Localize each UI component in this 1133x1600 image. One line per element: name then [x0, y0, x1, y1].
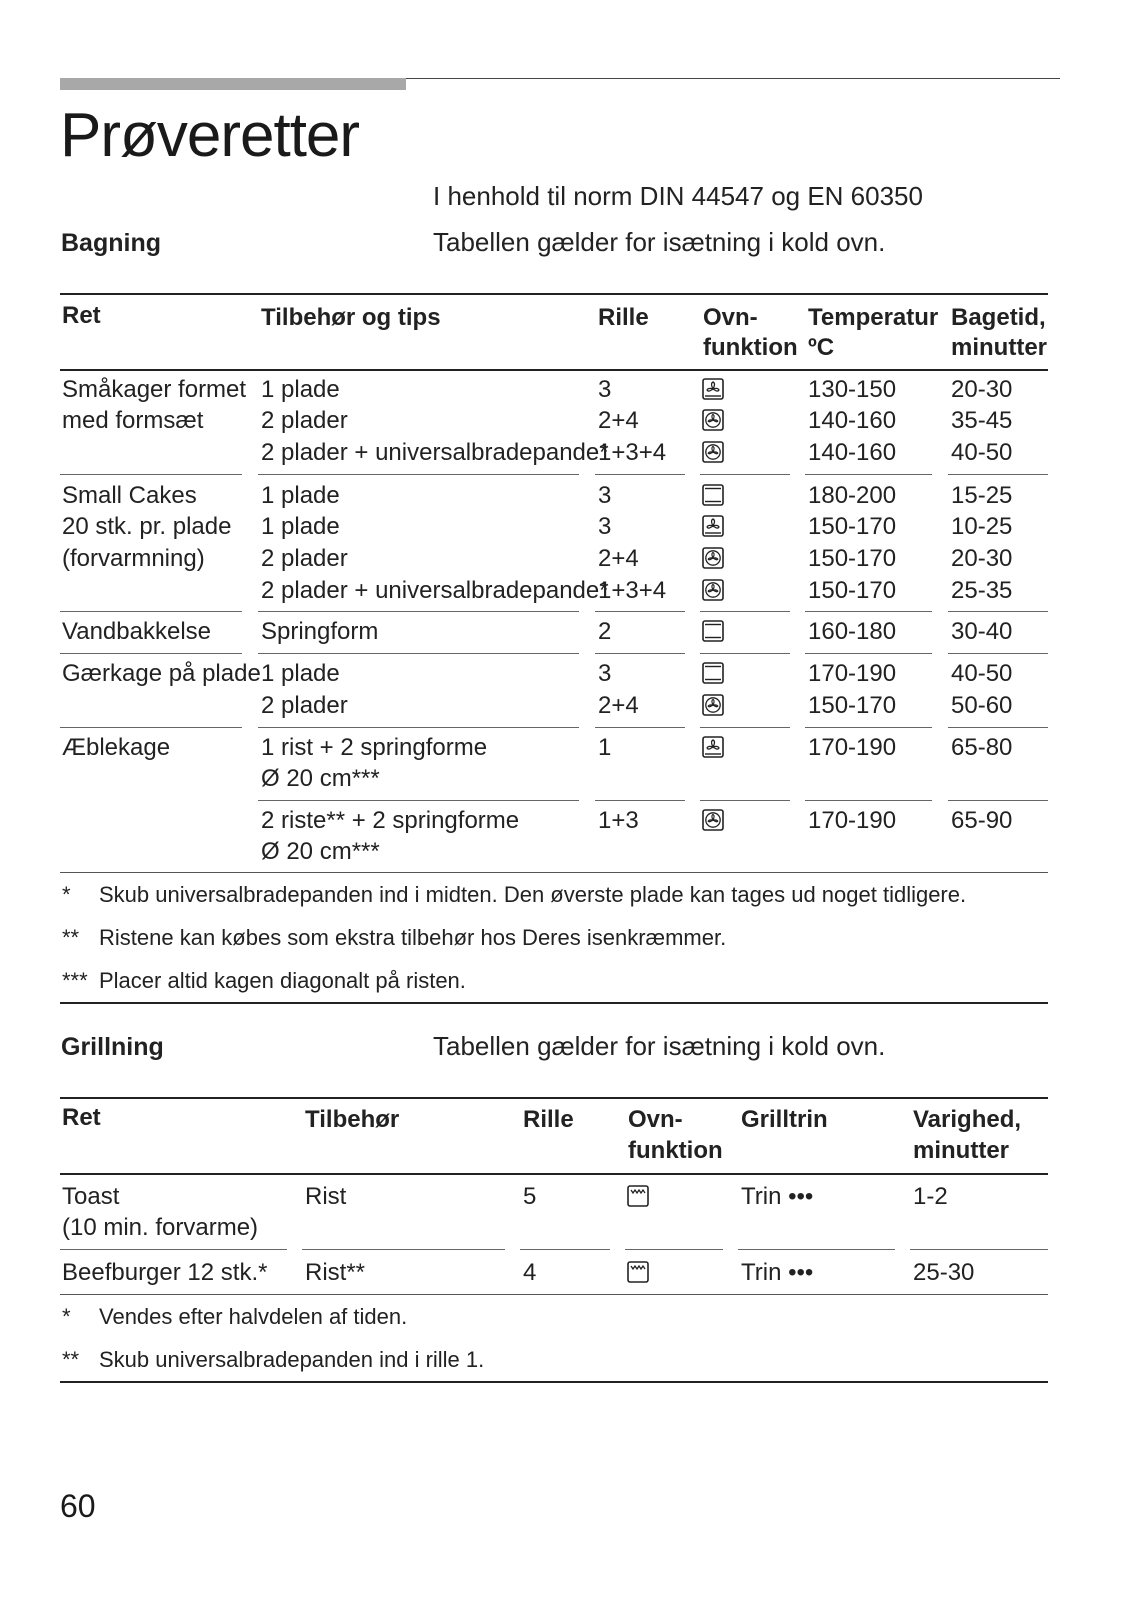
- row-divider: [625, 1249, 723, 1250]
- group-divider: [805, 727, 932, 728]
- footnote-mark: *: [62, 1304, 71, 1329]
- dish-name: Vandbakkelse: [62, 618, 211, 645]
- shelf-cell: 1+3: [598, 807, 639, 834]
- group-divider: [60, 611, 242, 612]
- header-accent-bar: [60, 78, 406, 90]
- hot-air-icon: [702, 736, 724, 758]
- col-header-time-line1: Bagetid,: [951, 304, 1046, 331]
- accessory-cell: 1 plade: [261, 660, 340, 687]
- fan-icon: [702, 579, 724, 601]
- col-header-function-line2: funktion: [628, 1137, 723, 1164]
- fan-icon: [702, 809, 724, 831]
- group-divider: [948, 727, 1048, 728]
- time-cell: 10-25: [951, 513, 1013, 540]
- duration-cell: 25-30: [913, 1259, 975, 1286]
- group-divider: [948, 474, 1048, 475]
- col-header-shelf: Rille: [523, 1106, 574, 1133]
- shelf-cell: 1+3+4: [598, 577, 667, 604]
- shelf-cell: 2+4: [598, 545, 639, 572]
- time-cell: 15-25: [951, 482, 1013, 509]
- group-divider: [595, 611, 685, 612]
- temp-cell: 140-160: [808, 439, 897, 466]
- col-header-duration-line2: minutter: [913, 1137, 1009, 1164]
- group-divider: [948, 653, 1048, 654]
- accessory-cell: Rist**: [305, 1259, 366, 1286]
- group-divider: [700, 653, 790, 654]
- group-divider: [700, 611, 790, 612]
- time-cell: 65-80: [951, 734, 1013, 761]
- group-divider: [258, 474, 579, 475]
- col-header-temp-line1: Temperatur: [808, 304, 939, 331]
- table-top-rule: [60, 1097, 1048, 1099]
- footnote-text: Vendes efter halvdelen af tiden.: [99, 1304, 408, 1329]
- dish-name: Småkager formet: [62, 376, 247, 403]
- group-divider: [258, 727, 579, 728]
- row-divider: [805, 800, 932, 801]
- table-bottom-rule: [60, 872, 1048, 873]
- group-divider: [60, 727, 242, 728]
- temp-cell: 130-150: [808, 376, 897, 403]
- header-bottom-rule: [60, 1173, 1048, 1175]
- group-divider: [595, 727, 685, 728]
- footnote-text: Skub universalbradepanden ind i midten. Den øverste plade kan tages ud noget tidligere.: [99, 882, 967, 907]
- shelf-cell: 2: [598, 618, 612, 645]
- row-divider: [595, 800, 685, 801]
- accessory-cell: Ø 20 cm***: [261, 838, 380, 865]
- group-divider: [595, 474, 685, 475]
- dish-name: 20 stk. pr. plade: [62, 513, 232, 540]
- group-divider: [805, 653, 932, 654]
- group-divider: [60, 653, 242, 654]
- top-bottom-heat-icon: [702, 662, 724, 684]
- grill-icon: [627, 1185, 649, 1207]
- temp-cell: 150-170: [808, 513, 897, 540]
- level-cell: Trin •••: [741, 1259, 814, 1286]
- dish-name: Beefburger 12 stk.*: [62, 1259, 268, 1286]
- section-divider: [60, 1002, 1048, 1004]
- time-cell: 35-45: [951, 407, 1013, 434]
- footnote-text: Placer altid kagen diagonalt på risten.: [99, 968, 466, 993]
- temp-cell: 150-170: [808, 577, 897, 604]
- header-rule: [406, 78, 1060, 79]
- group-divider: [700, 474, 790, 475]
- fan-icon: [702, 409, 724, 431]
- table-top-rule: [60, 293, 1048, 295]
- accessory-cell: 2 plader + universalbradepande*: [261, 577, 609, 604]
- col-header-temp-line2: ºC: [808, 334, 835, 361]
- dish-name: Small Cakes: [62, 482, 197, 509]
- accessory-cell: 2 riste** + 2 springforme: [261, 807, 520, 834]
- col-header-dish: Ret: [62, 302, 101, 329]
- group-divider: [805, 474, 932, 475]
- accessory-cell: Ø 20 cm***: [261, 765, 380, 792]
- accessory-cell: 2 plader + universalbradepande*: [261, 439, 609, 466]
- level-cell: Trin •••: [741, 1183, 814, 1210]
- table-bottom-rule: [60, 1294, 1048, 1295]
- group-divider: [595, 653, 685, 654]
- section-end-rule: [60, 1381, 1048, 1383]
- hot-air-icon: [702, 515, 724, 537]
- group-divider: [948, 611, 1048, 612]
- accessory-cell: 2 plader: [261, 692, 348, 719]
- accessory-cell: 1 plade: [261, 482, 340, 509]
- dish-name: Æblekage: [62, 734, 171, 761]
- top-bottom-heat-icon: [702, 620, 724, 642]
- baking-section-label: Bagning: [61, 229, 161, 257]
- row-divider: [258, 800, 579, 801]
- group-divider: [700, 727, 790, 728]
- row-divider: [60, 1249, 287, 1250]
- baking-note: Tabellen gælder for isætning i kold ovn.: [433, 227, 886, 257]
- accessory-cell: Springform: [261, 618, 379, 645]
- temp-cell: 150-170: [808, 545, 897, 572]
- grilling-note: Tabellen gælder for isætning i kold ovn.: [433, 1031, 886, 1061]
- accessory-cell: 1 plade: [261, 376, 340, 403]
- time-cell: 50-60: [951, 692, 1013, 719]
- group-divider: [60, 474, 242, 475]
- top-bottom-heat-icon: [702, 484, 724, 506]
- col-header-function-line2: funktion: [703, 334, 798, 361]
- shelf-cell: 1: [598, 734, 612, 761]
- hot-air-icon: [702, 378, 724, 400]
- group-divider: [258, 611, 579, 612]
- footnote-mark: *: [62, 882, 71, 907]
- temp-cell: 160-180: [808, 618, 897, 645]
- accessory-cell: 1 plade: [261, 513, 340, 540]
- dish-name: Toast: [62, 1183, 120, 1210]
- time-cell: 20-30: [951, 545, 1013, 572]
- time-cell: 40-50: [951, 439, 1013, 466]
- fan-icon: [702, 694, 724, 716]
- row-divider: [910, 1249, 1048, 1250]
- dish-name: Gærkage på plade: [62, 660, 261, 687]
- fan-icon: [702, 547, 724, 569]
- duration-cell: 1-2: [913, 1183, 948, 1210]
- col-header-level: Grilltrin: [741, 1106, 828, 1133]
- time-cell: 65-90: [951, 807, 1013, 834]
- shelf-cell: 3: [598, 513, 612, 540]
- time-cell: 25-35: [951, 577, 1013, 604]
- accessory-cell: 1 rist + 2 springforme: [261, 734, 488, 761]
- temp-cell: 150-170: [808, 692, 897, 719]
- time-cell: 40-50: [951, 660, 1013, 687]
- temp-cell: 170-190: [808, 734, 897, 761]
- norm-note: I henhold til norm DIN 44547 og EN 60350: [433, 181, 923, 211]
- shelf-cell: 2+4: [598, 407, 639, 434]
- shelf-cell: 3: [598, 482, 612, 509]
- row-divider: [738, 1249, 895, 1250]
- shelf-cell: 2+4: [598, 692, 639, 719]
- fan-icon: [702, 441, 724, 463]
- page-number: 60: [60, 1488, 96, 1524]
- row-divider: [302, 1249, 505, 1250]
- footnote-mark: **: [62, 925, 80, 950]
- header-bottom-rule: [60, 369, 1048, 371]
- col-header-accessory: Tilbehør: [305, 1106, 400, 1133]
- col-header-function-line1: Ovn-: [628, 1106, 683, 1133]
- dish-name: med formsæt: [62, 407, 204, 434]
- grilling-section-label: Grillning: [61, 1033, 164, 1061]
- col-header-function-line1: Ovn-: [703, 304, 758, 331]
- row-divider: [700, 800, 790, 801]
- shelf-cell: 5: [523, 1183, 537, 1210]
- col-header-accessory: Tilbehør og tips: [261, 304, 441, 331]
- group-divider: [805, 611, 932, 612]
- temp-cell: 170-190: [808, 660, 897, 687]
- shelf-cell: 4: [523, 1259, 537, 1286]
- accessory-cell: 2 plader: [261, 545, 348, 572]
- accessory-cell: 2 plader: [261, 407, 348, 434]
- footnote-mark: **: [62, 1347, 80, 1372]
- time-cell: 20-30: [951, 376, 1013, 403]
- footnote-mark: ***: [62, 968, 88, 993]
- group-divider: [258, 653, 579, 654]
- dish-name: (forvarmning): [62, 545, 205, 572]
- temp-cell: 170-190: [808, 807, 897, 834]
- accessory-cell: Rist: [305, 1183, 347, 1210]
- temp-cell: 180-200: [808, 482, 897, 509]
- shelf-cell: 3: [598, 376, 612, 403]
- shelf-cell: 1+3+4: [598, 439, 667, 466]
- footnote-text: Ristene kan købes som ekstra tilbehør hos Deres isenkræmmer.: [99, 925, 727, 950]
- time-cell: 30-40: [951, 618, 1013, 645]
- col-header-shelf: Rille: [598, 304, 649, 331]
- footnote-text: Skub universalbradepanden ind i rille 1.: [99, 1347, 485, 1372]
- col-header-time-line2: minutter: [951, 334, 1047, 361]
- col-header-dish: Ret: [62, 1104, 101, 1131]
- row-divider: [520, 1249, 610, 1250]
- col-header-duration-line1: Varighed,: [913, 1106, 1022, 1133]
- grill-icon: [627, 1261, 649, 1283]
- row-divider: [948, 800, 1048, 801]
- temp-cell: 140-160: [808, 407, 897, 434]
- shelf-cell: 3: [598, 660, 612, 687]
- page-title: Prøveretter: [60, 101, 360, 170]
- dish-name: (10 min. forvarme): [62, 1214, 259, 1241]
